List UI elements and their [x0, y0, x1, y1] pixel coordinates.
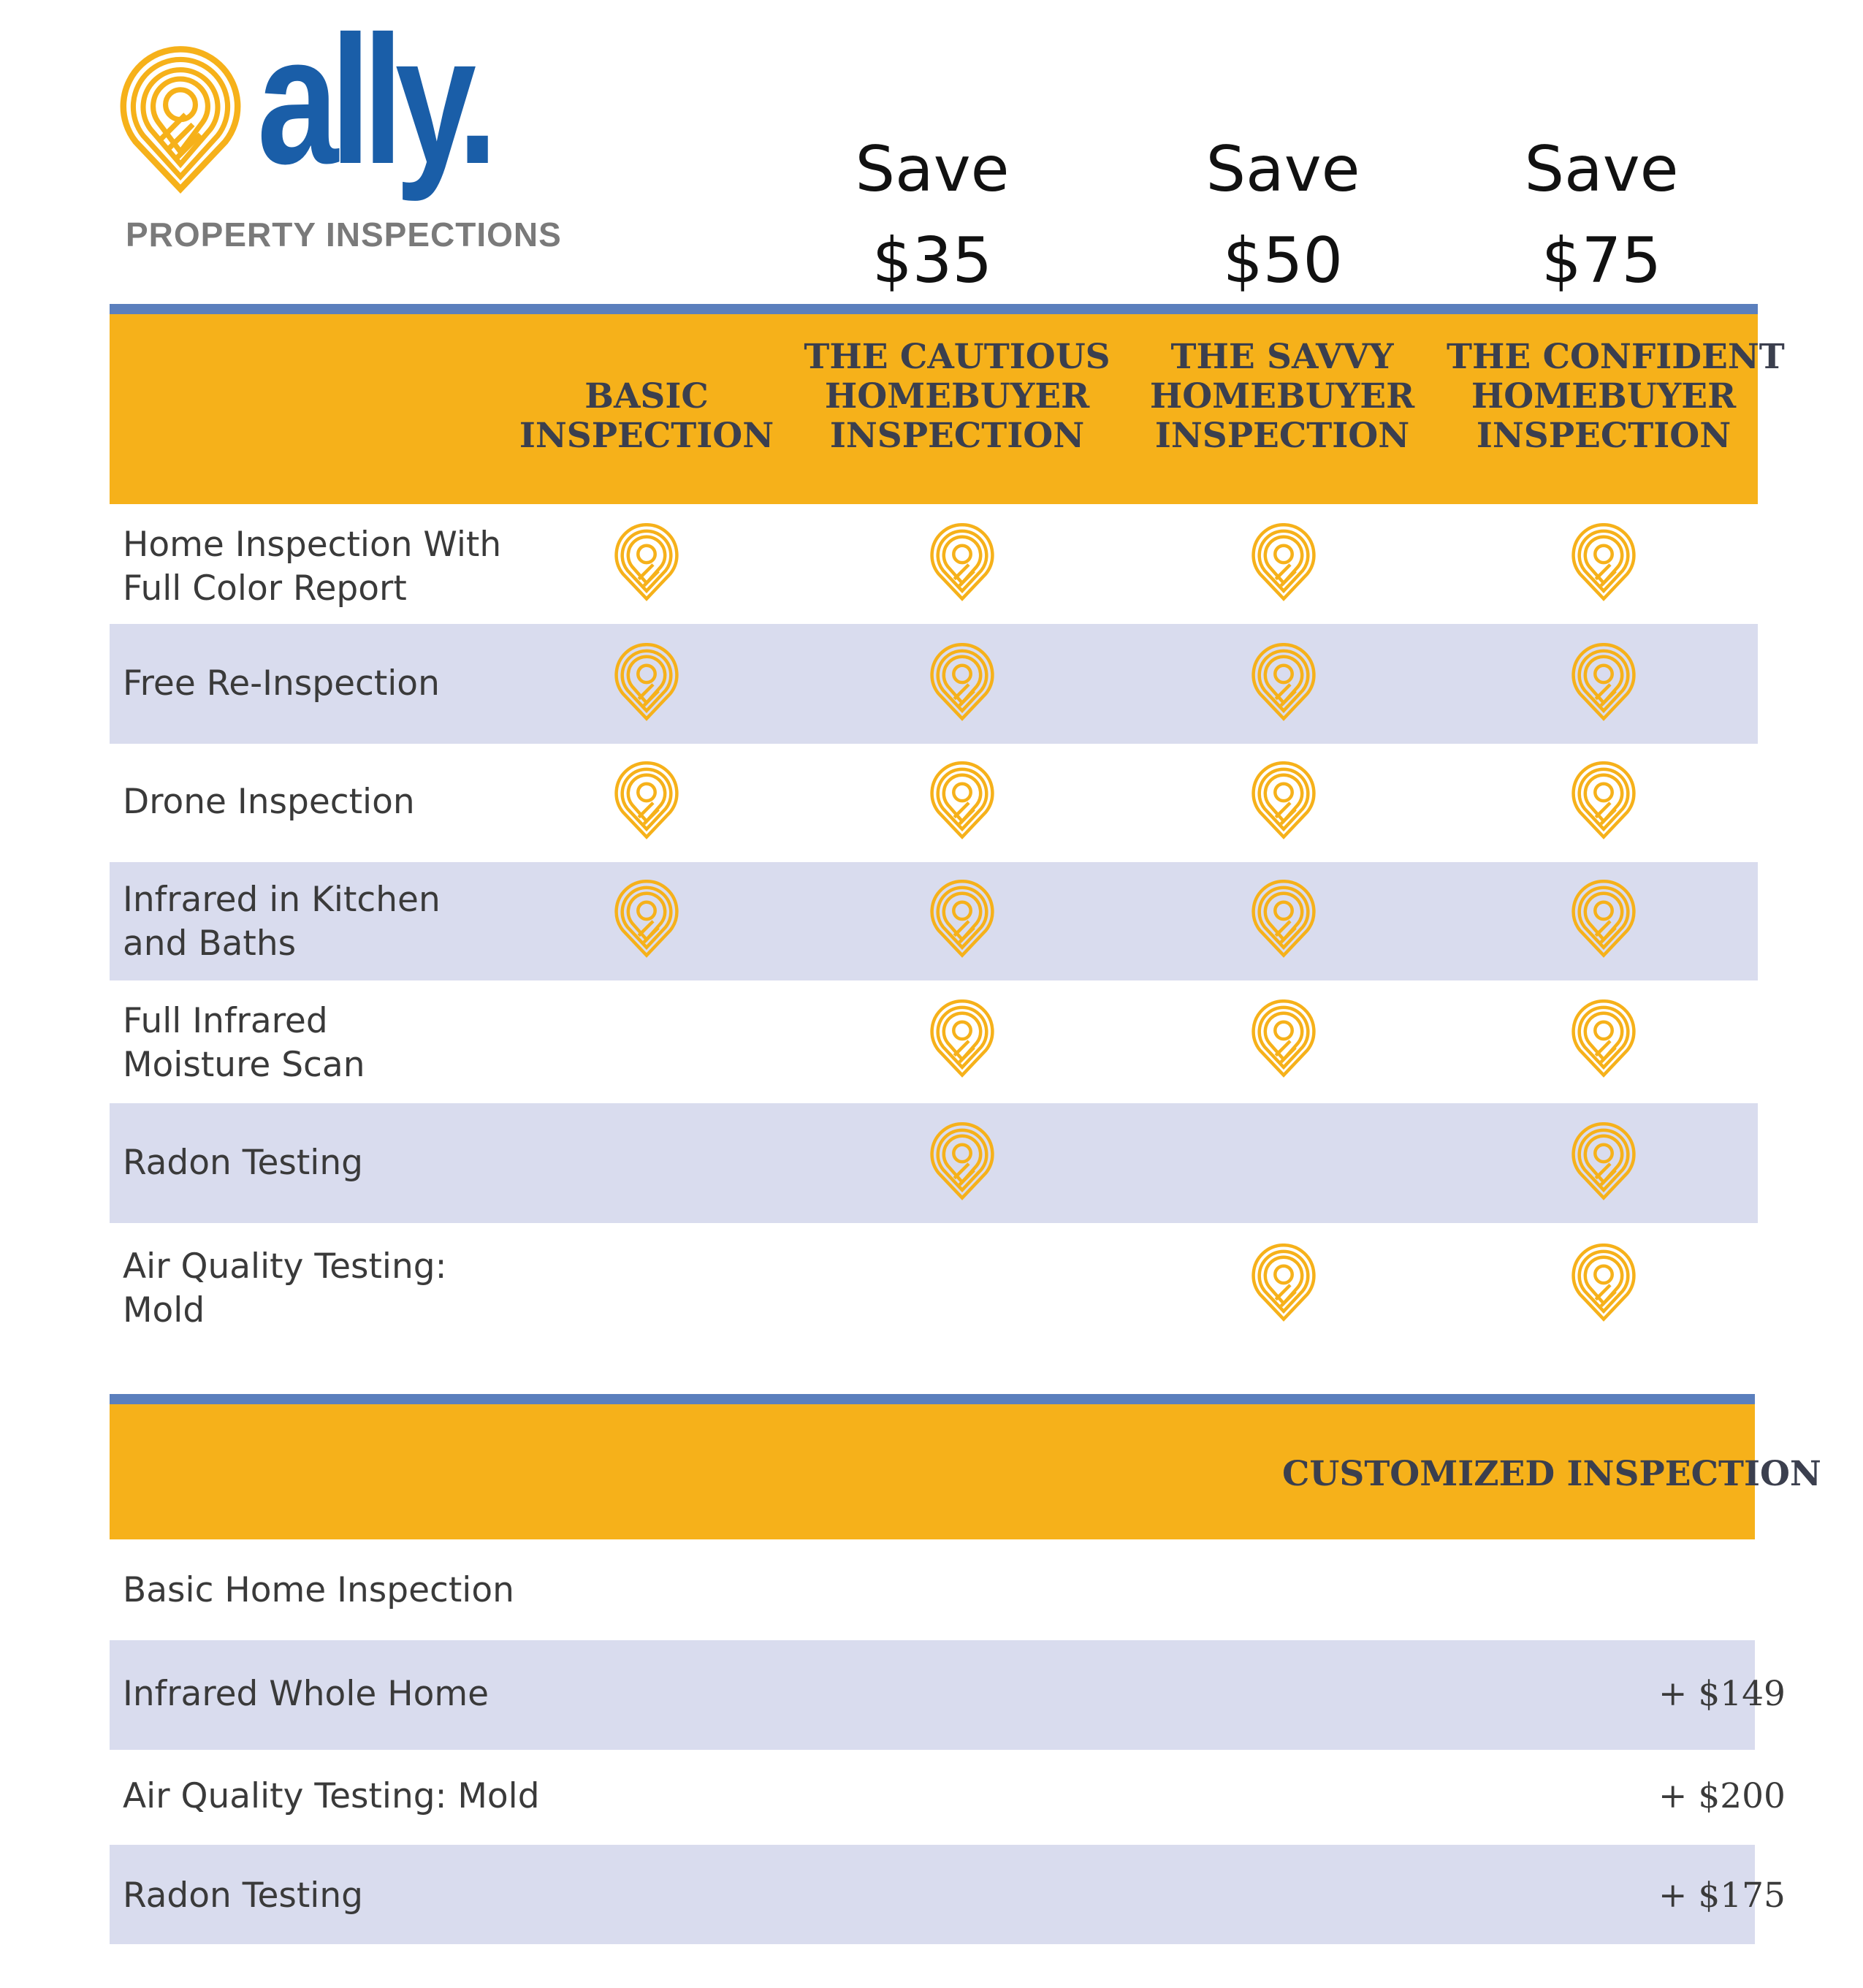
ally-pin-icon [1251, 999, 1317, 1080]
ally-pin-icon [929, 999, 995, 1080]
save-amount: $75 [1541, 224, 1662, 297]
save-label: Save [1524, 133, 1679, 206]
feature-label: Drone Inspection [123, 782, 415, 822]
ally-pin-icon [1571, 1244, 1637, 1324]
ally-pin-icon [614, 643, 679, 723]
custom-row [110, 1845, 1786, 1944]
custom-row [110, 1750, 1786, 1845]
column-savvy-header: THE SAVVY HOMEBUYER INSPECTION [1149, 337, 1415, 456]
custom-price: + $200 [1658, 1776, 1786, 1816]
savings-confident [1448, 124, 1755, 306]
header-divider [110, 304, 1758, 314]
ally-pin-icon [929, 761, 995, 842]
ally-pin-icon [1571, 880, 1637, 960]
custom-label: Air Quality Testing: Mold [123, 1776, 540, 1816]
save-label: Save [1205, 133, 1360, 206]
save-amount: $35 [872, 224, 993, 297]
logo-subtitle: PROPERTY INSPECTIONS [126, 216, 562, 254]
ally-pin-icon [1251, 523, 1317, 603]
save-amount: $50 [1222, 224, 1344, 297]
ally-pin-icon [1251, 761, 1317, 842]
ally-pin-icon [1251, 880, 1317, 960]
custom-label: Infrared Whole Home [123, 1674, 489, 1714]
feature-row-air-quality [110, 1223, 1758, 1347]
ally-pin-icon [929, 523, 995, 603]
savings-cautious [779, 124, 1086, 306]
feature-label: Free Re-Inspection [123, 663, 440, 704]
ally-pin-icon [1571, 999, 1637, 1080]
ally-pin-icon [1571, 643, 1637, 723]
column-confident-header: THE CONFIDENT HOMEBUYER INSPECTION [1447, 337, 1785, 456]
ally-pin-icon [1571, 523, 1637, 603]
ally-wordmark: ally. [257, 0, 490, 202]
ally-pin-icon [929, 1122, 995, 1203]
feature-label: Infrared in Kitchen and Baths [123, 880, 441, 964]
custom-row [110, 1539, 1755, 1640]
save-label: Save [855, 133, 1010, 206]
ally-pin-icon [1571, 761, 1637, 842]
custom-price: + $149 [1658, 1674, 1786, 1714]
feature-label: Air Quality Testing: Mold [123, 1246, 447, 1330]
ally-pin-icon [614, 761, 679, 842]
feature-label: Radon Testing [123, 1143, 363, 1183]
custom-row [110, 1640, 1786, 1750]
custom-price: + $175 [1658, 1875, 1786, 1916]
ally-pin-icon [1571, 1122, 1637, 1203]
custom-label: Radon Testing [123, 1875, 363, 1916]
ally-pin-icon [929, 880, 995, 960]
custom-divider [110, 1394, 1755, 1404]
ally-logo [118, 0, 571, 264]
ally-pin-icon [614, 880, 679, 960]
custom-label: Basic Home Inspection [123, 1570, 514, 1610]
feature-label: Full Infrared Moisture Scan [123, 1001, 365, 1085]
ally-pin-icon [1251, 643, 1317, 723]
column-basic-header: BASIC INSPECTION [519, 376, 774, 456]
ally-pin-logo-icon [118, 45, 243, 199]
feature-label: Home Inspection With Full Color Report [123, 525, 502, 609]
savings-savvy [1129, 124, 1436, 306]
ally-pin-icon [1251, 1244, 1317, 1324]
ally-pin-icon [929, 643, 995, 723]
column-cautious-header: THE CAUTIOUS HOMEBUYER INSPECTION [804, 337, 1110, 456]
ally-pin-icon [614, 523, 679, 603]
custom-heading: CUSTOMIZED INSPECTION [1282, 1454, 1821, 1494]
